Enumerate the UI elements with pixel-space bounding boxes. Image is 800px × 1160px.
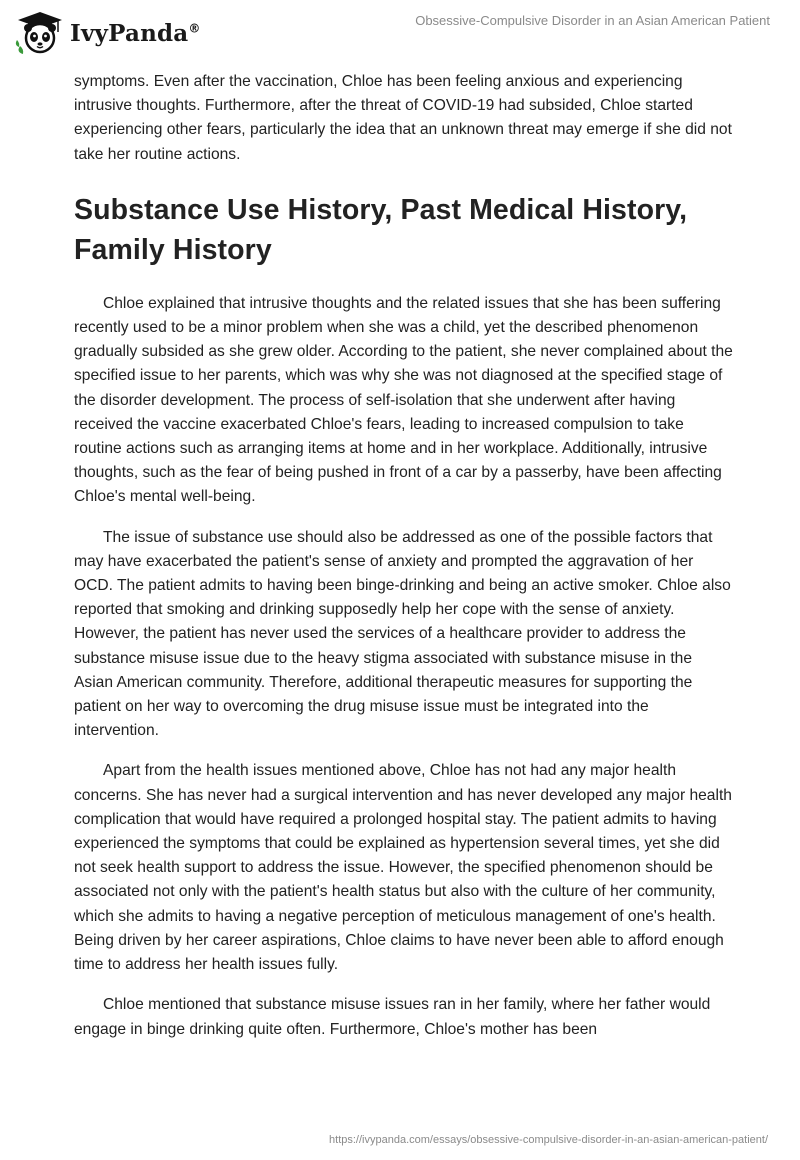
paragraph-continuation: symptoms. Even after the vaccination, Chloe has been feeling anxious and experiencing intrusive thoughts. Furthermore, after the threat of COVID-19 had subsided, Chloe started experiencing other fears, particularly the idea that an unknown threat may emerge if she did not take her routine actions. — [74, 73, 732, 163]
logo-wordmark: IvyPanda — [70, 19, 189, 47]
page-header — [0, 0, 800, 64]
paragraph-medical-history: Apart from the health issues mentioned above, Chloe has not had any major health concerns. She has never had a surgical intervention and has never developed any major health complication that would have required a prolonged hospital stay. The patient admits to having experienced the symptoms that could be explained as hypertension several times, yet she did not seek health support to address the issue. However, the specified phenomenon should be associated not only with the patient's health status but also with the culture of her community, which she admits to having a negative perception of meticulous management of one's health. Being driven by her career aspirations, Chloe claims to have never been able to afford enough time to address her health issues fully. — [74, 762, 732, 974]
paragraph-substance-use: The issue of substance use should also be addressed as one of the possible factors that may have exacerbated the patient's sense of anxiety and prompted the aggravation of her OCD. The patient admits to having been binge-drinking and being an active smoker. Chloe also reported that smoking and drinking supposedly help her cope with the sense of anxiety. However, the patient has never used the services of a healthcare provider to address the substance misuse issue due to the heavy stigma associated with substance misuse in the Asian American community. Therefore, additional therapeutic measures for supporting the patient on her way to overcoming the drug misuse issue must be integrated into the intervention. — [74, 528, 731, 740]
panda-graduate-icon — [14, 10, 66, 56]
paragraph-family-history: Chloe mentioned that substance misuse issues ran in her family, where her father would engage in binge drinking quite often. Furthermore, Chloe's mother has been — [74, 996, 711, 1038]
essay-content — [74, 70, 734, 1058]
source-url[interactable]: https://ivypanda.com/essays/obsessive-compulsive-disorder-in-an-asian-american-patient/ — [329, 1134, 768, 1146]
document-title: Obsessive-Compulsive Disorder in an Asian American Patient — [415, 13, 770, 28]
registered-mark: ® — [188, 20, 201, 35]
paragraph-childhood-history: Chloe explained that intrusive thoughts and the related issues that she has been suffering recently used to be a minor problem when she was a child, yet the described phenomenon gradually subsided as she grew older. According to the patient, she never complained about the specified issue to her parents, which was why she was not diagnosed at the specified stage of the disorder development. The process of self-isolation that she underwent after having received the vaccine exacerbated Chloe's fears, leading to increased compulsion to take routine actions such as arranging items at home and in her workplace. Additionally, intrusive thoughts, such as the fear of being pushed in front of a car by a passerby, have been affecting Chloe's mental well-being. — [74, 294, 733, 506]
section-heading: Substance Use History, Past Medical History, Family History — [74, 193, 688, 266]
logo-text — [70, 20, 201, 47]
ivypanda-logo[interactable] — [14, 10, 201, 56]
